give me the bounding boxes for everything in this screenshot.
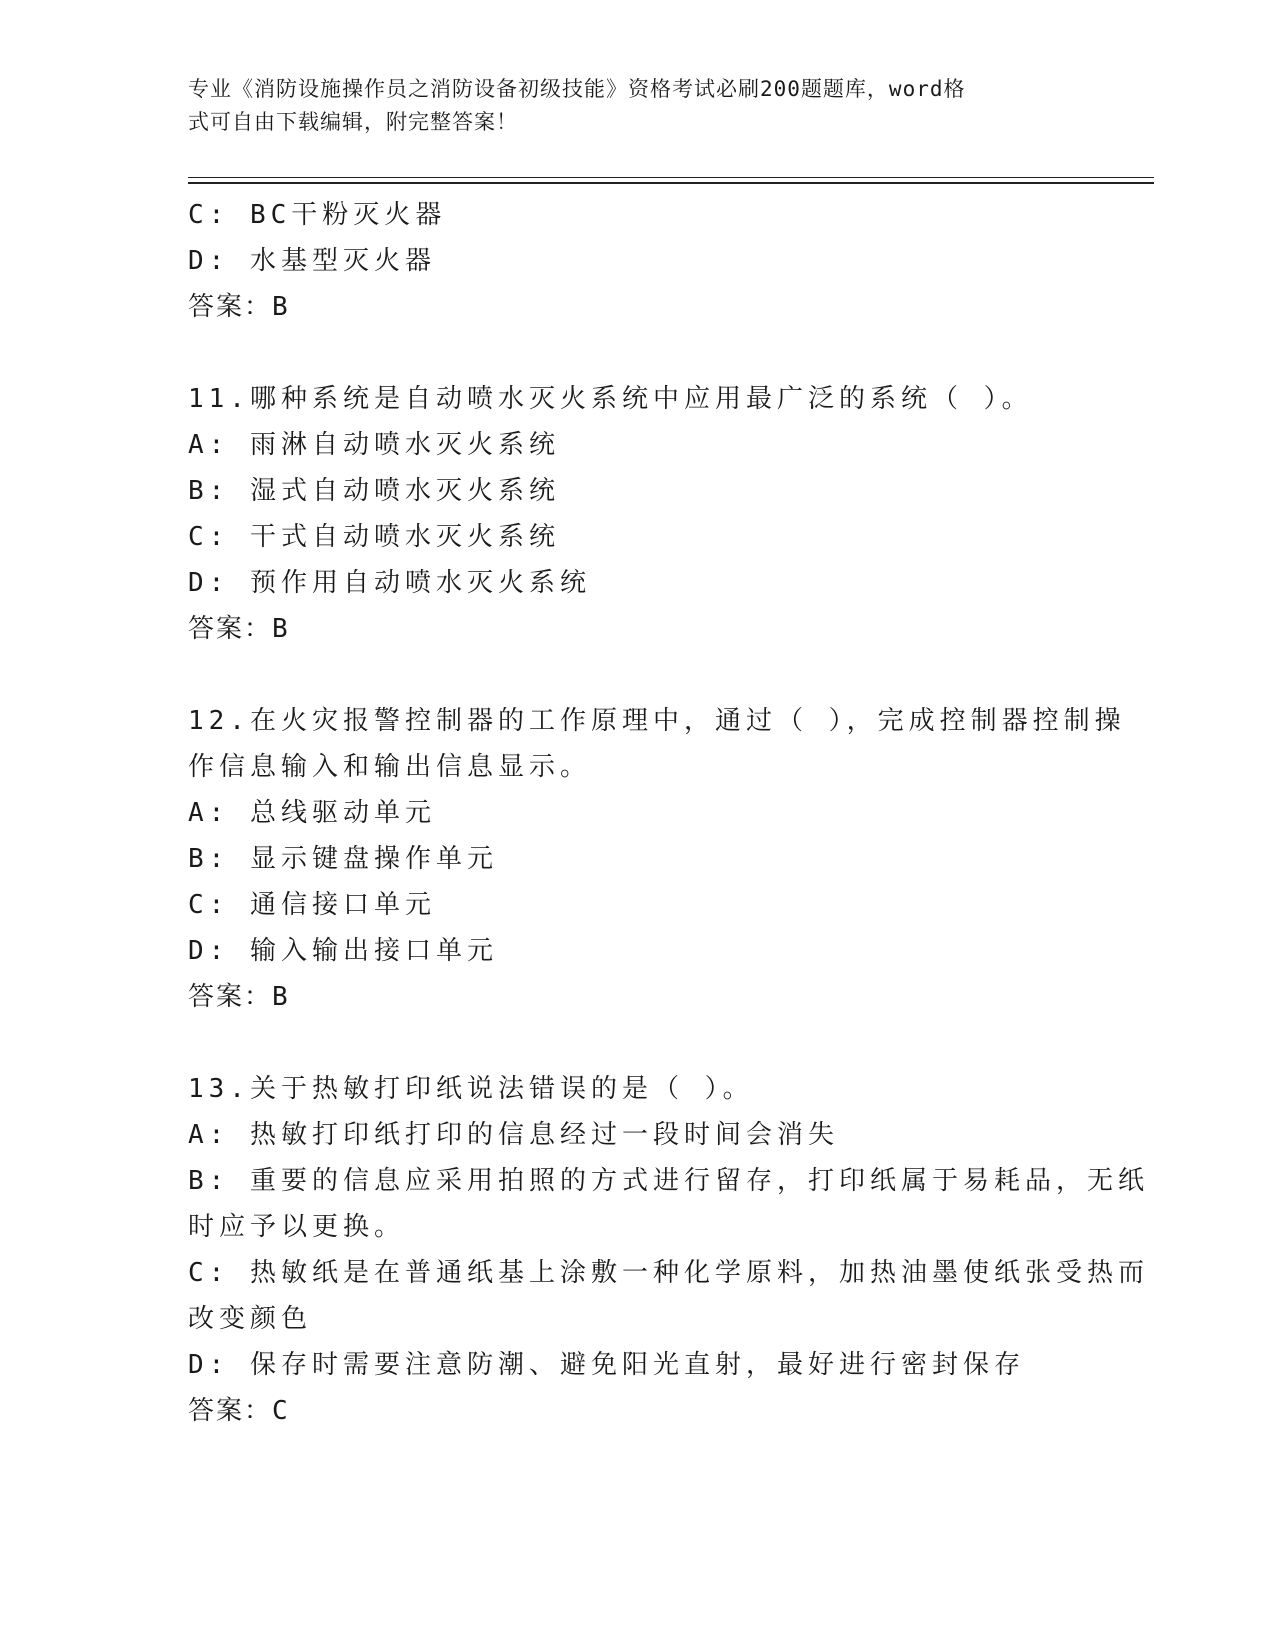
option-c: C: 通信接口单元 — [188, 890, 436, 920]
option-a: A: 雨淋自动喷水灭火系统 — [188, 430, 560, 460]
option-b: B: 湿式自动喷水灭火系统 — [188, 476, 560, 506]
option-a: A: 总线驱动单元 — [188, 798, 436, 828]
question-stem: 12.在火灾报警控制器的工作原理中，通过（ ），完成控制器控制操 — [188, 706, 1126, 736]
header-divider-thin — [188, 177, 1154, 178]
document-body — [188, 192, 1149, 1434]
option-b: B: 重要的信息应采用拍照的方式进行留存，打印纸属于易耗品，无纸 — [188, 1166, 1149, 1196]
option-c: C: 热敏纸是在普通纸基上涂敷一种化学原料，加热油墨使纸张受热而 — [188, 1258, 1149, 1288]
spacer — [188, 1020, 1088, 1066]
spacer — [188, 330, 1088, 376]
option-d: D: 预作用自动喷水灭火系统 — [188, 568, 591, 598]
question-block — [188, 1066, 1149, 1434]
option-b: B: 显示键盘操作单元 — [188, 844, 498, 874]
question-stem: 11.哪种系统是自动喷水灭火系统中应用最广泛的系统（ ）。 — [188, 384, 1033, 414]
header-divider-thick — [188, 182, 1154, 184]
question-stem-continued: 作信息输入和输出信息显示。 — [188, 752, 592, 782]
question-block — [188, 376, 1088, 652]
question-stem: 13.关于热敏打印纸说法错误的是（ ）。 — [188, 1074, 754, 1104]
option-d: D: 保存时需要注意防潮、避免阳光直射，最好进行密封保存 — [188, 1350, 1025, 1380]
document-header — [188, 73, 1088, 139]
answer-line: 答案：B — [188, 614, 290, 644]
option-a: A: 热敏打印纸打印的信息经过一段时间会消失 — [188, 1120, 839, 1150]
option-c: C: BC干粉灭火器 — [188, 200, 447, 230]
spacer — [188, 652, 1088, 698]
option-d: D: 输入输出接口单元 — [188, 936, 498, 966]
question-block — [188, 698, 1126, 1020]
header-line-2: 式可自由下载编辑，附完整答案！ — [188, 110, 518, 134]
answer-line: 答案：B — [188, 292, 290, 322]
option-d: D: 水基型灭火器 — [188, 246, 436, 276]
option-c: C: 干式自动喷水灭火系统 — [188, 522, 560, 552]
option-c-continued: 改变颜色 — [188, 1304, 313, 1334]
answer-line: 答案：B — [188, 982, 290, 1012]
option-b-continued: 时应予以更换。 — [188, 1212, 406, 1242]
header-line-1: 专业《消防设施操作员之消防设备初级技能》资格考试必刷200题题库，word格 — [188, 77, 966, 101]
answer-line: 答案：C — [188, 1396, 290, 1426]
